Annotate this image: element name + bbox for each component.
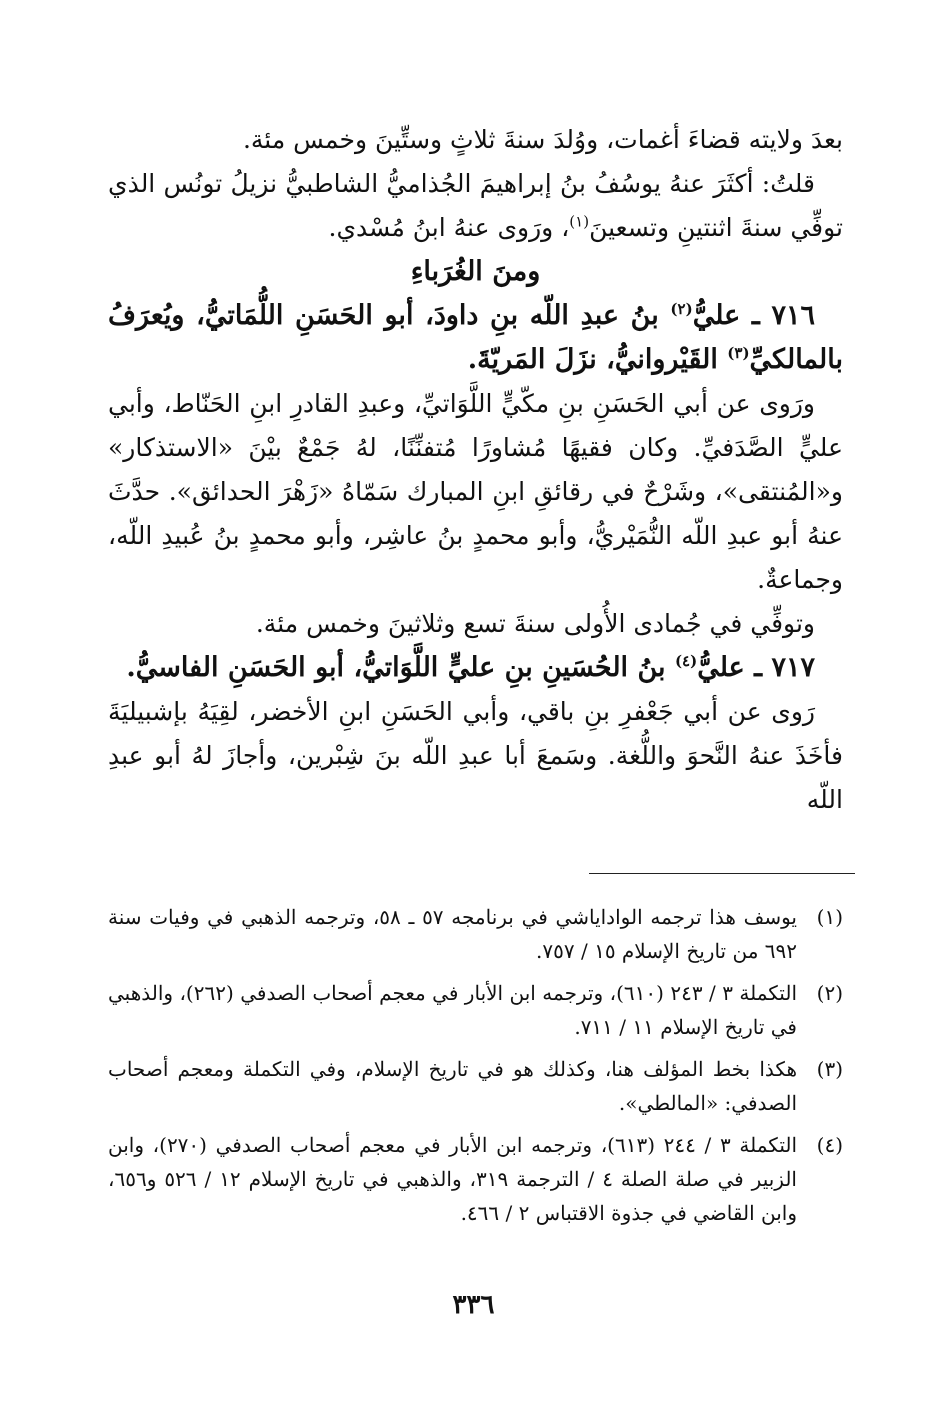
footnote-2 [108, 976, 843, 1044]
footnote-number: (٤) [816, 1133, 843, 1157]
footnote-text: يوسف هذا ترجمه الواداياشي في برنامجه ٥٧ ـ ٥٨، وترجمه الذهبي في وفيات سنة ٦٩٢ من تاريخ الإسلام ١٥ / ٧٥٧. [108, 905, 797, 963]
footnote-1 [108, 900, 843, 968]
footnote-ref-1: (١) [569, 212, 590, 231]
entry-717-title [108, 646, 843, 690]
footnote-number: (١) [816, 905, 843, 929]
entry-716-death: وتوفِّي في جُمادى الأُولى سنةَ تسع وثلاثينَ وخمس مئة. [255, 609, 815, 638]
paragraph-note-text-end: ، ورَوى عنهُ ابنُ مُسْدي. [328, 213, 570, 242]
paragraph-continuation: بعدَ ولايته قضاءَ أغمات، ووُلدَ سنةَ ثلاثٍ وستِّينَ وخمس مئة. [242, 125, 843, 154]
entry-717-title-b: بنُ الحُسَينِ بنِ عليٍّ اللَّوَاتيُّ، أبو الحَسَنِ الفاسيُّ. [126, 652, 675, 683]
page-number: ٣٣٦ [452, 1290, 495, 1320]
entry-716-title-b: بنُ عبدِ اللّه بنِ داودَ، أبو الحَسَنِ اللُّمَاتيُّ، ويُعرَفُ بالمالكيِّ [108, 300, 843, 375]
entry-717-title-a: ٧١٧ ـ عليُّ [697, 652, 815, 683]
paragraph-note [108, 162, 843, 250]
body-text [108, 118, 843, 822]
entry-717-paragraph: رَوى عن أبي جَعْفرِ بنِ باقي، وأبي الحَسَنِ ابنِ الأخضر، لقِيَهُ بإشبيليَةَ فأخَذَ عنهُ النَّحوَ واللُّغة. وسَمعَ أبا عبدِ اللّه بنَ شِبْرين، وأجازَ لهُ أبو عبدِ اللّه [108, 697, 843, 814]
footnote-number: (٣) [816, 1057, 843, 1081]
footnote-4 [108, 1128, 843, 1230]
footnote-number: (٢) [816, 981, 843, 1005]
entry-716-paragraph: ورَوى عن أبي الحَسَنِ بنِ مكّيٍّ اللَّوَاتيِّ، وعبدِ القادرِ ابنِ الحَنّاط، وأبي عليٍّ الصَّدَفيِّ. وكان فقيهًا مُشاورًا مُتفنِّنًا، لهُ جَمْعٌ بيْنَ «الاستذكار» و«المُنتقى»، وشَرْحٌ في رقائقِ ابنِ المبارك سَمّاهُ «زَهْرَ الحدائق». حدَّثَ عنهُ أبو عبدِ اللّه النُّمَيْريُّ، وأبو محمدٍ بنُ عاشِر، وأبو محمدٍ بنُ عُبيدِ اللّه، وجماعةٌ. [108, 389, 843, 594]
entry-716-title [108, 294, 843, 382]
entry-716-title-a: ٧١٦ ـ عليُّ [692, 300, 816, 331]
footnote-text: هكذا بخط المؤلف هنا، وكذلك هو في تاريخ الإسلام، وفي التكملة ومعجم أصحاب الصدفي: «المالطي». [108, 1057, 797, 1115]
section-heading: ومنَ الغُرَباءِ [410, 256, 541, 287]
footnote-text: التكملة ٣ / ٢٤٣ (٦١٠)، وترجمه ابن الأبار في معجم أصحاب الصدفي (٢٦٢)، والذهبي في تاريخ الإسلام ١١ / ٧١١. [108, 981, 797, 1039]
footnote-text: التكملة ٣ / ٢٤٤ (٦١٣)، وترجمه ابن الأبار في معجم أصحاب الصدفي (٢٧٠)، وابن الزبير في صلة الصلة ٤ / الترجمة ٣١٩، والذهبي في تاريخ الإسلام ١٢ / ٥٢٦ و٦٥٦، وابن القاضي في جذوة الاقتباس ٢ / ٤٦٦. [108, 1133, 797, 1225]
entry-716-title-c: القَيْروانيُّ، نزَلَ المَريّةَ. [467, 344, 728, 375]
footnote-ref-3: (٣) [727, 344, 750, 362]
footnote-ref-2: (٢) [670, 300, 693, 318]
footnote-ref-4: (٤) [674, 652, 698, 670]
footnotes [108, 900, 843, 1238]
paragraph-note-text: قلتُ: أكثَرَ عنهُ يوسُفُ بنُ إبراهيمَ الجُذاميُّ الشاطبيُّ نزيلُ تونُس الذي توفِّي سنةَ اثنتينِ وتسعينَ [108, 169, 843, 242]
footnote-separator [589, 873, 855, 874]
footnote-3 [108, 1052, 843, 1120]
